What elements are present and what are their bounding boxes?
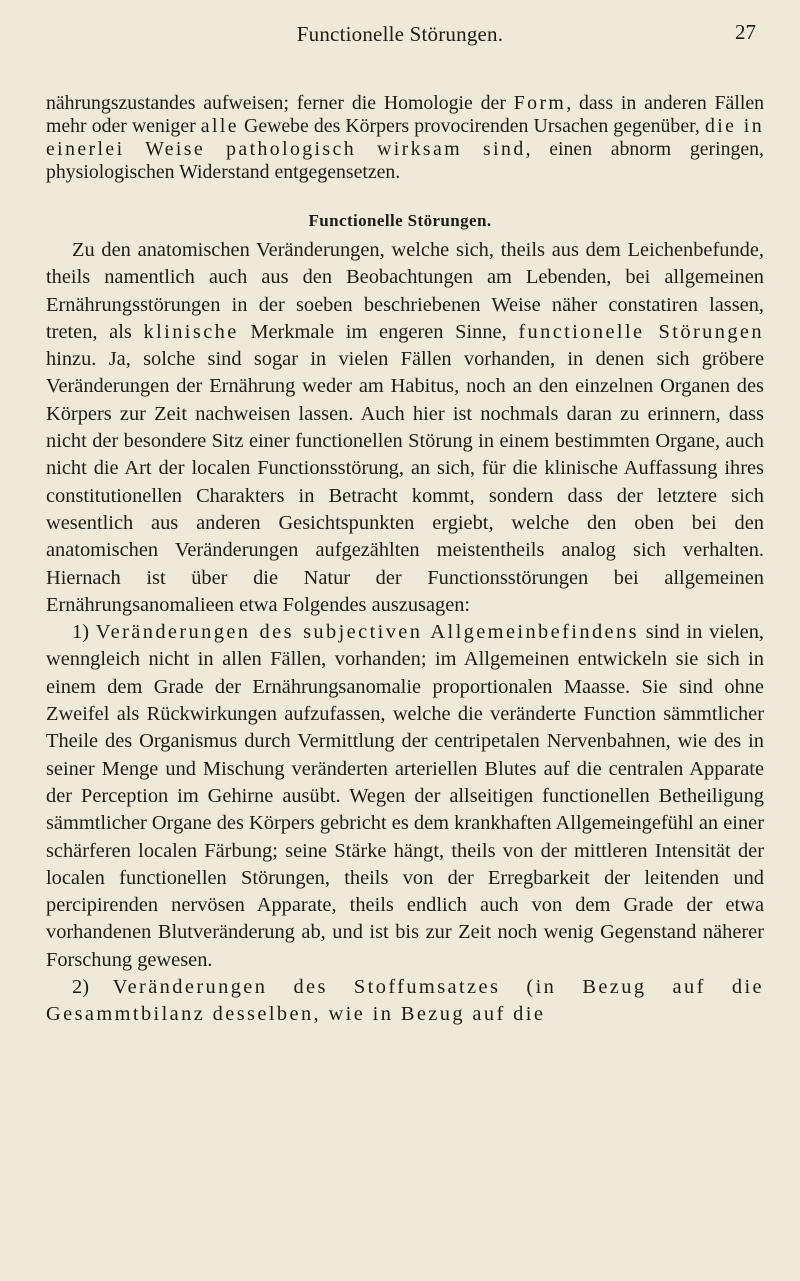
item-2-heading: Veränderungen des Stoffumsatzes (in Bezug auf die Gesammtbilanz desselben, wie in Bezug auf die	[46, 976, 764, 1026]
intro-emph-form: Form	[513, 92, 567, 114]
item-2	[46, 974, 764, 1029]
intro-text-1: nährungszustandes aufweisen; ferner die Homologie der	[46, 92, 514, 114]
page-number: 27	[735, 20, 756, 44]
section-heading: Functionelle Störungen.	[308, 211, 492, 230]
paragraph-1	[46, 237, 764, 619]
item-1-text: sind in vielen, wenngleich nicht in allen Fällen, vorhanden; im Allgemeinen entwickeln sie sich in einem dem Grade der Ernährungsanomalie proportionalen Maasse. Sie sind ohne Zweifel als Rückwirkungen aufzufassen, welche die veränderte Function sämmtlicher Theile des Organismus durch Vermittlung der centripetalen Nervenbahnen, wie des in seiner Menge und Mischung veränderten arteriellen Blutes auf die centralen Apparate der Perception im Gehirne ausübt. Wegen der allseitigen functionellen Betheiligung sämmtlicher Organe des Körpers gebricht es dem krankhaften Allgemeingefühl an einer schärferen localen Färbung; seine Stärke hängt, theils von der mittleren Intensität der localen functionellen Störungen, theils von der Erregbarkeit der leitenden und percipirenden nervösen Apparate, theils endlich auch von dem Grade der etwa vorhandenen Blutveränderung ab, und ist bis zur Zeit noch wenig Gegenstand näherer Forschung gewesen.	[46, 621, 764, 971]
item-1	[46, 619, 764, 974]
intro-text-3: Gewebe des Körpers provocirenden Ursachen gegenüber,	[238, 115, 705, 137]
item-1-number: 1)	[72, 621, 89, 644]
p1-emph-klinische: klinische	[143, 320, 239, 343]
p1-emph-functionelle: functionelle Störungen	[518, 320, 764, 343]
intro-emph-pathologisch: die in einerlei Weise pathologisch wirksam sind	[46, 115, 764, 160]
intro-text-4: , einen abnorm geringen, physiologischen Widerstand entgegensetzen.	[46, 138, 764, 183]
intro-emph-alle: alle	[200, 115, 239, 137]
running-header: Functionelle Störungen.	[296, 22, 504, 46]
intro-text-2: , dass in anderen Fällen mehr oder weniger	[46, 92, 764, 137]
item-2-number: 2)	[72, 976, 89, 999]
p1-text-2: Merkmale im engeren Sinne,	[238, 320, 519, 343]
p1-text-3: hinzu. Ja, solche sind sogar in vielen Fällen vorhanden, in denen sich gröbere Veränderungen der Ernährung weder am Habitus, noch an den einzelnen Organen des Körpers zur Zeit nachweisen lassen. Auch hier ist nochmals daran zu erinnern, dass nicht der besondere Sitz einer functionellen Störung in einem bestimmten Organe, auch nicht die Art der localen Functionsstörung, an sich, für die klinische Auffassung ihres constitutionellen Charakters in Betracht kommt, sondern dass der letztere sich wesentlich aus anderen Gesichtspunkten ergiebt, welche den oben bei den anatomischen Veränderungen aufgezählten meistentheils analog sich verhalten. Hiernach ist über die Natur der Functionsstörungen bei allgemeinen Ernährungsanomalieen etwa Folgendes auszusagen:	[46, 348, 764, 616]
item-1-heading: Veränderungen des subjectiven Allgemeinbefindens	[95, 621, 639, 644]
intro-paragraph	[46, 92, 764, 184]
p1-text-1: Zu den anatomischen Veränderungen, welche sich, theils aus dem Leichenbefunde, theils namentlich auch aus den Beobachtungen am Lebenden, bei allgemeinen Ernährungsstörungen in der soeben beschriebenen Weise näher constatiren lassen, treten, als	[46, 239, 764, 343]
main-text	[46, 237, 764, 1029]
